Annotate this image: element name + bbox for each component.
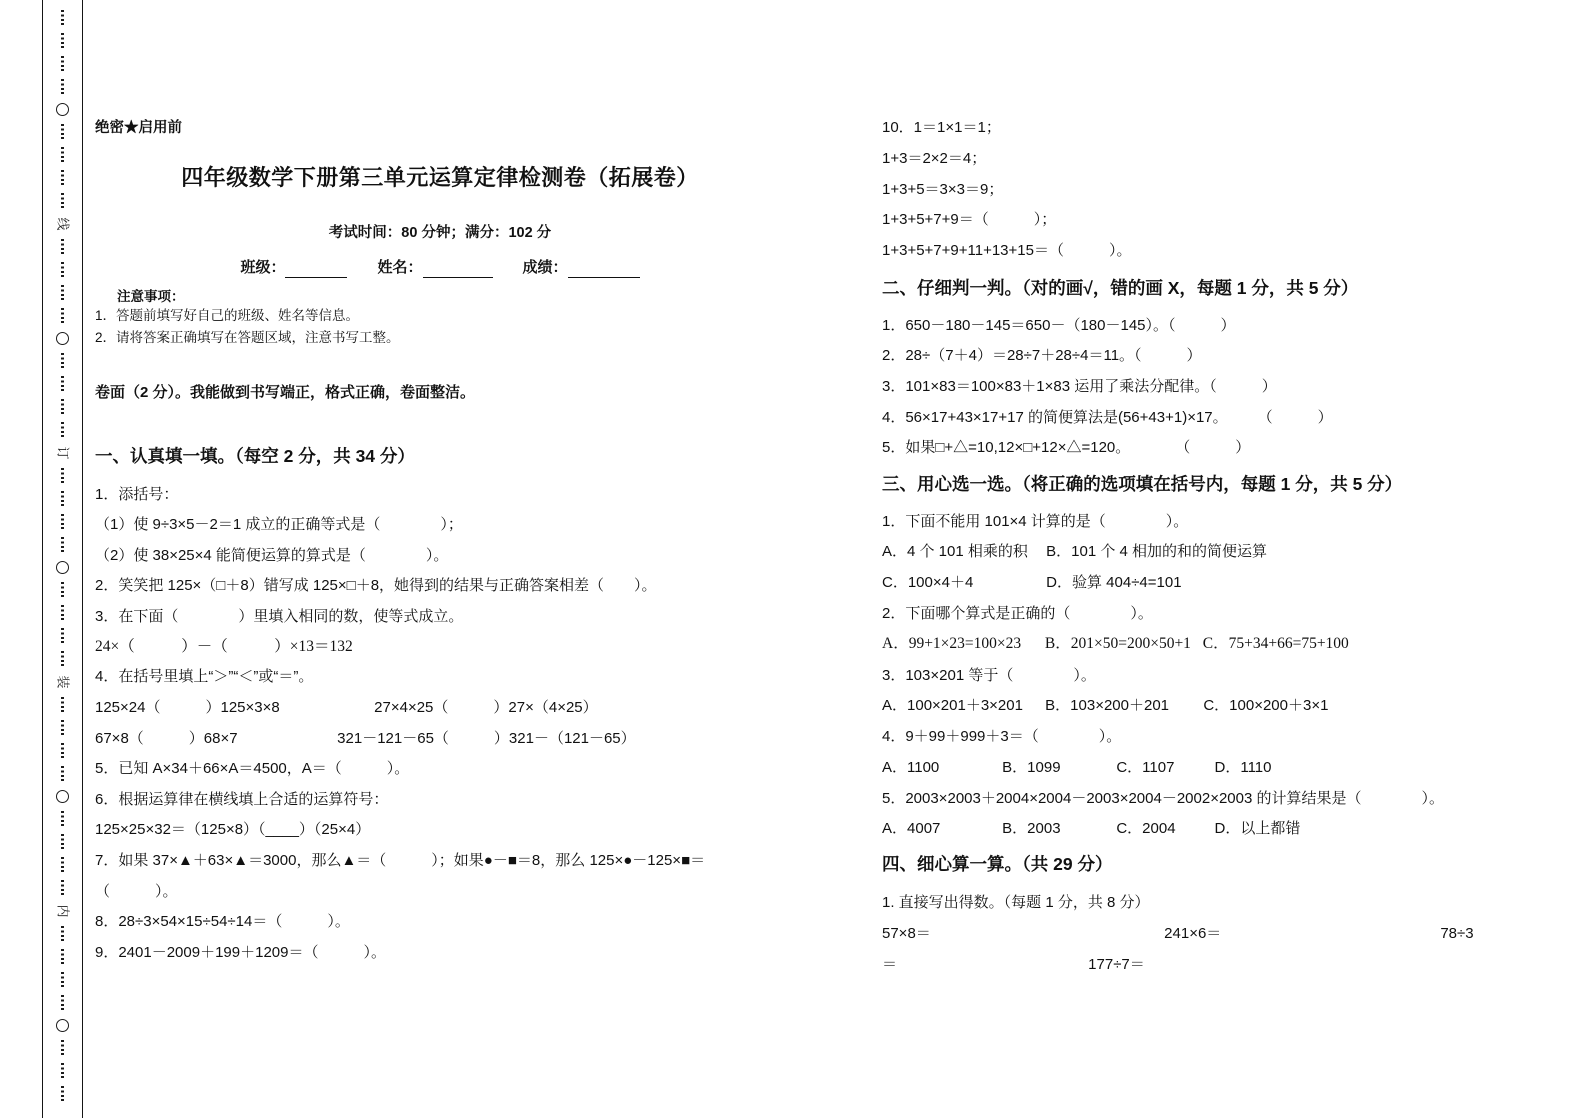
dotted-line-segment <box>61 399 64 414</box>
question-4: 4．在括号里填上“＞”“＜”或“＝”。 <box>95 668 314 685</box>
dotted-line-segment <box>61 308 64 323</box>
choice-5-option-a: A．4007 <box>882 820 941 837</box>
choice-5-option-b: B．2003 <box>1002 820 1061 837</box>
question-2: 2．笑笑把 125×（□＋8）错写成 125×□＋8，她得到的结果与正确答案相差（ ）。 <box>95 577 657 594</box>
name-field <box>377 258 492 278</box>
q4-row2-right: 321－121－65（ ）321－（121－65） <box>337 730 636 747</box>
calc-item-1: 57×8＝ <box>882 925 931 942</box>
notice-item-1: 1．答题前填写好自己的班级、姓名等信息。 <box>95 308 360 323</box>
question-4-row1 <box>95 698 785 718</box>
dotted-line-segment <box>61 720 64 735</box>
dotted-line-segment <box>61 880 64 895</box>
choice-4-option-b: B．1099 <box>1002 759 1061 776</box>
choice-3-option-b: B．103×200＋201 <box>1045 697 1170 714</box>
dotted-line-segment <box>61 857 64 872</box>
dotted-line-segment <box>61 124 64 139</box>
binding-hole-circle <box>56 1019 69 1032</box>
question-5: 5．已知 A×34＋66×A＝4500，A＝（ ）。 <box>95 760 410 777</box>
section4-title: 四、细心算一算。（共 29 分） <box>882 854 1113 874</box>
dotted-line-segment <box>61 1040 64 1055</box>
question-1-2: （2）使 38×25×4 能简便运算的算式是（ ）。 <box>95 547 449 564</box>
binding-char: 订 <box>55 445 71 460</box>
choice-1: 1．下面不能用 101×4 计算的是（ ）。 <box>882 513 1189 530</box>
question-3-equation: 24×（ ）－（ ）×13＝132 <box>95 638 353 655</box>
choice-1-option-d: D．验算 404÷4=101 <box>1046 574 1182 591</box>
dotted-line-segment <box>61 766 64 781</box>
question-6-equation: 125×25×32＝（125×8）（____）（25×4） <box>95 821 371 838</box>
binding-margin-strip <box>42 0 83 1118</box>
question-10-line5: 1+3+5+7+9+11+13+15＝（ ）。 <box>882 242 1132 259</box>
dotted-line-segment <box>61 468 64 483</box>
calc-item-3-continued: ＝ <box>882 956 898 973</box>
dotted-line-segment <box>61 79 64 94</box>
dotted-line-segment <box>61 582 64 597</box>
question-8: 8．28÷3×54×15÷54÷14＝（ ）。 <box>95 913 350 930</box>
dotted-line-segment <box>61 33 64 48</box>
score-blank-line <box>568 262 640 278</box>
dotted-line-segment <box>61 514 64 529</box>
q4-row1-left: 125×24（ ）125×3×8 <box>95 699 280 716</box>
calc-instruction: 1. 直接写出得数。（每题 1 分，共 8 分） <box>882 894 1150 911</box>
dotted-line-segment <box>61 972 64 987</box>
choice-4-option-a: A．1100 <box>882 759 940 776</box>
choice-4-option-d: D．1110 <box>1214 759 1272 776</box>
section1-title: 一、认真填一填。（每空 2 分，共 34 分） <box>95 446 415 466</box>
name-label: 姓名： <box>377 259 423 276</box>
calc-item-4: 177÷7＝ <box>1088 956 1145 973</box>
choice-5-options <box>882 819 1542 839</box>
class-label: 班级： <box>240 259 286 276</box>
dotted-line-segment <box>61 651 64 666</box>
dotted-line-segment <box>61 743 64 758</box>
section2-title: 二、仔细判一判。（对的画√，错的画 X，每题 1 分，共 5 分） <box>882 278 1359 298</box>
calc-item-3: 78÷3 <box>1440 925 1474 942</box>
choice-4-options <box>882 758 1542 778</box>
name-blank-line <box>423 262 493 278</box>
calc-row2 <box>882 955 1542 975</box>
binding-hole-circle <box>56 561 69 574</box>
question-1: 1．添括号： <box>95 486 179 503</box>
binding-char: 线 <box>55 216 71 231</box>
q4-row2-left: 67×8（ ）68×7 <box>95 730 238 747</box>
judge-3: 3．101×83＝100×83＋1×83 运用了乘法分配律。（ ） <box>882 378 1277 395</box>
question-4-row2 <box>95 729 785 749</box>
choice-2-option-b: B．201×50=200×50+1 <box>1044 635 1191 652</box>
binding-hole-circle <box>56 790 69 803</box>
choice-5-option-c: C．2004 <box>1116 820 1176 837</box>
score-label: 成绩： <box>522 259 568 276</box>
dotted-line-segment <box>61 147 64 162</box>
judge-4: 4．56×17+43×17+17 的简便算法是(56+43+1)×17。 （ ） <box>882 409 1333 426</box>
binding-char: 装 <box>55 674 71 689</box>
dotted-line-segment <box>61 170 64 185</box>
question-7-line2: （ ）。 <box>95 883 178 900</box>
dotted-line-segment <box>61 56 64 71</box>
judge-2: 2．28÷（7＋4）＝28÷7＋28÷4＝11。（ ） <box>882 347 1202 364</box>
student-fields-row <box>95 258 785 278</box>
choice-3: 3．103×201 等于（ ）。 <box>882 667 1096 684</box>
dotted-line-segment <box>61 422 64 437</box>
choice-2-options <box>882 634 1542 654</box>
question-10-line4: 1+3+5+7+9＝（ ）； <box>882 211 1057 228</box>
notice-item-2: 2．请将答案正确填写在答题区域，注意书写工整。 <box>95 330 400 345</box>
question-9: 9．2401－2009＋199＋1209＝（ ）。 <box>95 944 386 961</box>
q4-row1-right: 27×4×25（ ）27×（4×25） <box>374 699 598 716</box>
dotted-line-segment <box>61 834 64 849</box>
calc-item-2: 241×6＝ <box>1164 925 1222 942</box>
binding-hole-circle <box>56 332 69 345</box>
dotted-line-segment <box>61 491 64 506</box>
dotted-line-segment <box>61 262 64 277</box>
choice-2: 2．下面哪个算式是正确的（ ）。 <box>882 605 1153 622</box>
choice-1-options-row1 <box>882 542 1542 562</box>
choice-3-option-c: C．100×200＋3×1 <box>1203 697 1329 714</box>
question-10-line1: 10．1＝1×1＝1； <box>882 119 1001 136</box>
neatness-statement: 卷面（2 分）。我能做到书写端正，格式正确，卷面整洁。 <box>95 384 476 401</box>
question-6: 6．根据运算律在横线填上合适的运算符号： <box>95 791 389 808</box>
choice-4-option-c: C．1107 <box>1116 759 1175 776</box>
score-field <box>523 258 640 278</box>
class-field <box>240 258 347 278</box>
exam-info: 考试时间：80 分钟；满分：102 分 <box>328 225 552 241</box>
dotted-line-segment <box>61 811 64 826</box>
dotted-line-segment <box>61 353 64 368</box>
choice-5-option-d: D．以上都错 <box>1214 820 1301 837</box>
binding-hole-circle <box>56 103 69 116</box>
dotted-line-segment <box>61 239 64 254</box>
choice-3-options <box>882 696 1542 716</box>
dotted-line-segment <box>61 376 64 391</box>
notice-title: 注意事项： <box>117 289 185 304</box>
judge-1: 1．650－180－145＝650－（180－145）。（ ） <box>882 317 1236 334</box>
choice-3-option-a: A．100×201＋3×201 <box>882 697 1023 714</box>
dotted-line-segment <box>61 285 64 300</box>
question-10-line3: 1+3+5＝3×3＝9； <box>882 181 1004 198</box>
judge-5: 5．如果□+△=10,12×□+12×△=120。 （ ） <box>882 439 1251 456</box>
dotted-line-segment <box>61 193 64 208</box>
page-title: 四年级数学下册第三单元运算定律检测卷（拓展卷） <box>181 165 699 190</box>
dotted-line-segment <box>61 10 64 25</box>
choice-1-option-a: A．4 个 101 相乘的积 <box>882 543 1028 560</box>
choice-4: 4．9＋99＋999＋3＝（ ）。 <box>882 728 1122 745</box>
dotted-line-segment <box>61 605 64 620</box>
question-7-line1: 7．如果 37×▲＋63×▲＝3000，那么▲＝（ ）；如果●－■＝8，那么 125×●－125×■＝ <box>95 852 706 869</box>
dotted-line-segment <box>61 1086 64 1101</box>
calc-row1 <box>882 924 1542 944</box>
dotted-line-segment <box>61 1063 64 1078</box>
dotted-line-segment <box>61 628 64 643</box>
binding-char: 内 <box>55 903 71 918</box>
dotted-line-segment <box>61 926 64 941</box>
question-10-line2: 1+3＝2×2＝4； <box>882 150 987 167</box>
question-3: 3．在下面（ ）里填入相同的数，使等式成立。 <box>95 608 464 625</box>
dotted-line-segment <box>61 697 64 712</box>
choice-2-option-c: C．75+34+66=75+100 <box>1202 635 1349 652</box>
choice-1-options-row2 <box>882 573 1542 593</box>
secrecy-label: 绝密★启用前 <box>95 120 182 136</box>
choice-1-option-c: C．100×4＋4 <box>882 574 974 591</box>
dotted-line-segment <box>61 995 64 1010</box>
dotted-line-segment <box>61 949 64 964</box>
dotted-line-segment <box>61 537 64 552</box>
class-blank-line <box>285 262 347 278</box>
choice-2-option-a: A．99+1×23=100×23 <box>882 635 1022 652</box>
question-1-1: （1）使 9÷3×5－2＝1 成立的正确等式是（ ）； <box>95 516 463 533</box>
choice-1-option-b: B．101 个 4 相加的和的简便运算 <box>1046 543 1268 560</box>
section3-title: 三、用心选一选。（将正确的选项填在括号内，每题 1 分，共 5 分） <box>882 474 1403 494</box>
choice-5: 5．2003×2003＋2004×2004－2003×2004－2002×2003 的计算结果是（ ）。 <box>882 790 1445 807</box>
